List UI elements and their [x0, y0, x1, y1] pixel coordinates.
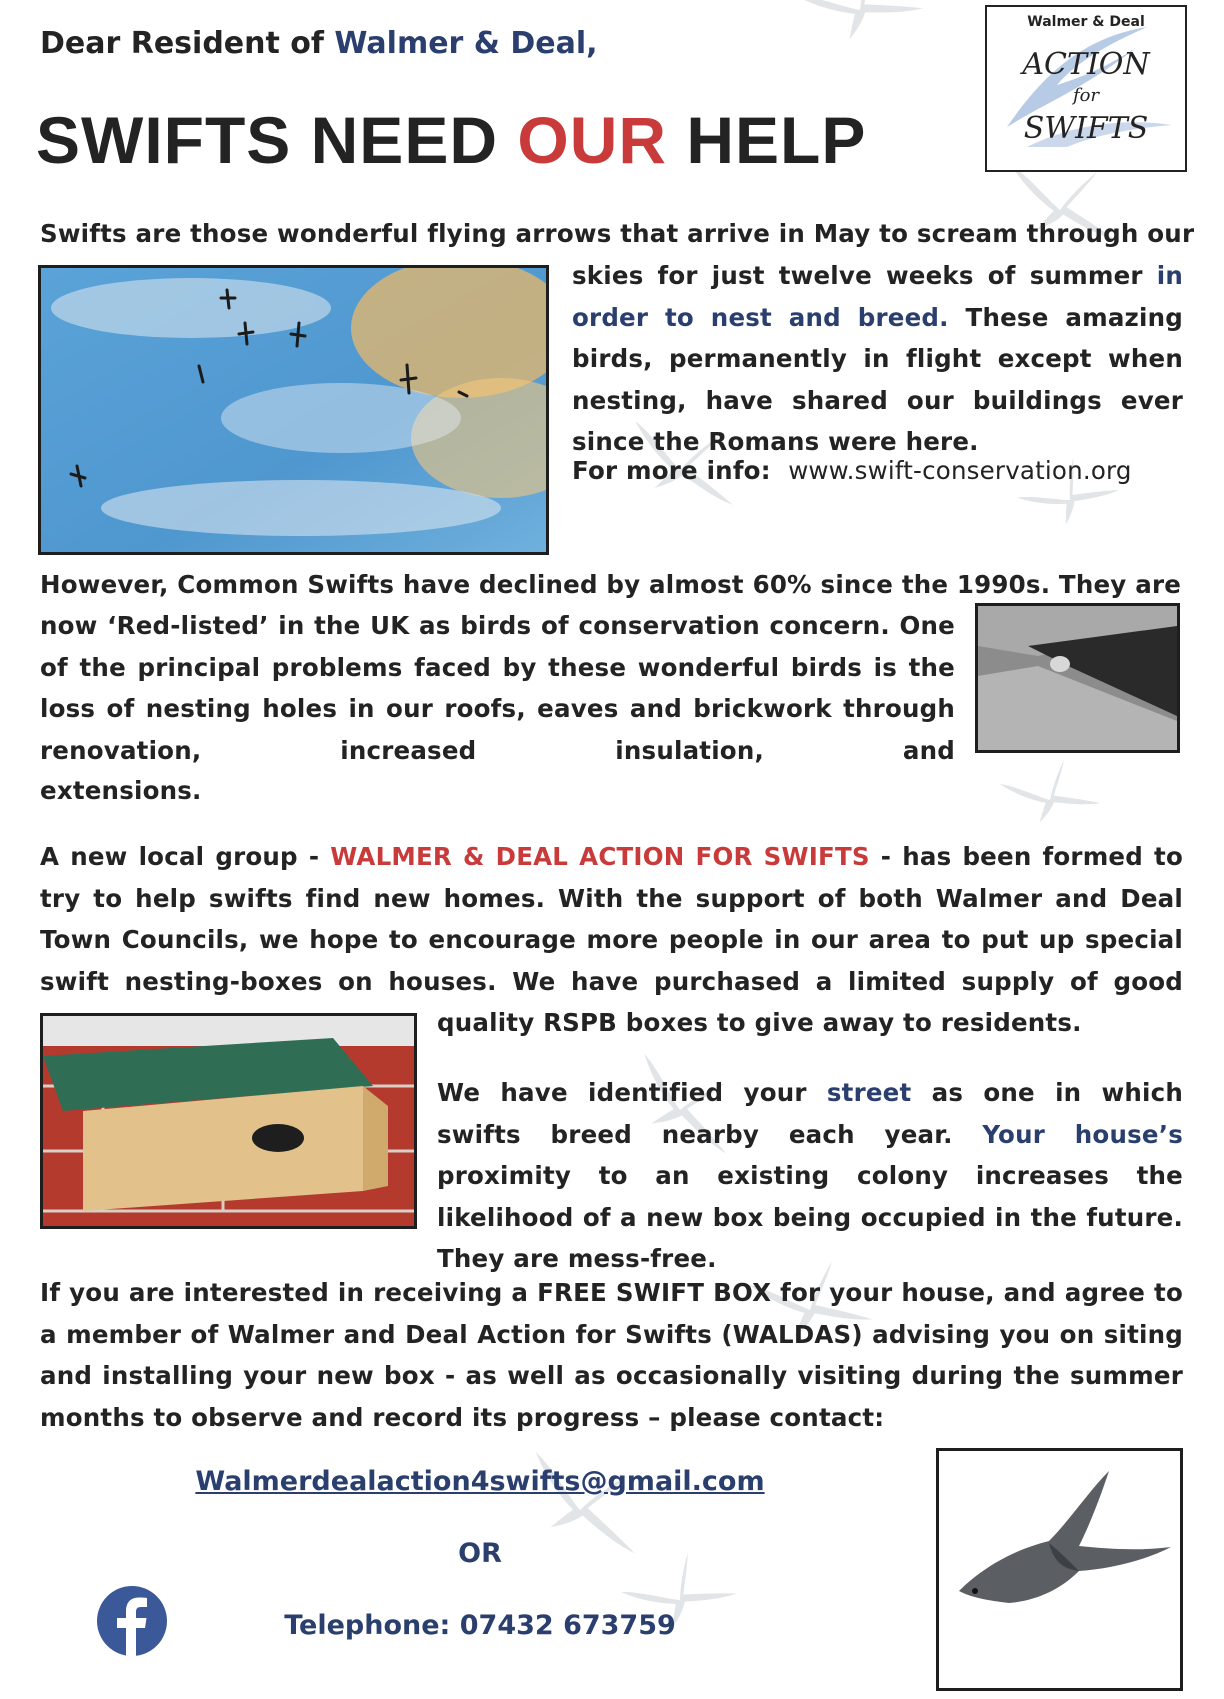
intro-paragraph: skies for just twelve weeks of summer in order to nest and breed. These amazing birds, permanently in flight except when nesting, have shared our buildings ever since the Romans were here. — [572, 261, 1183, 456]
group-name: WALMER & DEAL ACTION FOR SWIFTS — [330, 842, 870, 871]
logo-top-text: Walmer & Deal — [1027, 14, 1145, 30]
decline-first-line: However, Common Swifts have declined by almost 60% since the 1990s. They are — [40, 570, 1182, 599]
facebook-glyph — [97, 1586, 167, 1656]
more-info: For more info: www.swift-conservation.org — [572, 456, 1132, 485]
greeting-place: Walmer & Deal, — [334, 26, 598, 61]
more-info-link[interactable]: www.swift-conservation.org — [788, 456, 1132, 485]
group-paragraph: A new local group - WALMER & DEAL ACTION FOR SWIFTS - has been formed to try to help swifts find new homes. With the support of both Walmer and Deal Town Councils, we hope to encourage more people in our area to put up special swift nesting-boxes on houses. We have purchased a limited supply of good — [40, 842, 1183, 996]
telephone-link[interactable]: Telephone: 07432 673759 — [284, 1610, 676, 1641]
waldas-logo — [985, 5, 1187, 172]
group-boxes-line: quality RSPB boxes to give away to residents. — [437, 1008, 1082, 1037]
email-link[interactable]: Walmerdealaction4swifts@gmail.com — [195, 1466, 765, 1497]
greeting: Dear Resident of Walmer & Deal, — [40, 26, 598, 61]
sky-illustration — [41, 268, 546, 552]
nest-box-photo — [40, 1013, 417, 1229]
swift-illustration — [939, 1451, 1180, 1688]
headline-emphasis: OUR — [517, 103, 668, 177]
or-separator: OR — [458, 1538, 502, 1569]
street-paragraph: We have identified your street as one in which swifts breed nearby each year. Your house’s proximity to an existing colony increases the likelihood of a new box being occupied in the future. They are mess-free. — [437, 1078, 1183, 1273]
swift-in-flight-photo — [936, 1448, 1183, 1691]
facebook-icon[interactable] — [97, 1586, 167, 1656]
headline: SWIFTS NEED OUR HELP — [36, 103, 867, 177]
logo-line-action: ACTION — [1022, 47, 1150, 82]
decline-paragraph: now ‘Red-listed’ in the UK as birds of conservation concern. One of the principal problems faced by these wonderful birds is the loss of nesting holes in our roofs, eaves and brickwork through renovation, increased insulation, and — [40, 611, 955, 765]
nest-box-illustration — [43, 1016, 414, 1226]
logo-line-swifts: SWIFTS — [1023, 111, 1149, 146]
logo-line-for: for — [1072, 85, 1100, 106]
nest-illustration — [978, 606, 1177, 750]
cta-paragraph: If you are interested in receiving a FREE SWIFT BOX for your house, and agree to a member of Walmer and Deal Action for Swifts (WALDAS) advising you on siting and installing your new box - as well as occasionally visiting during the summer months to observe and record its progress – please contact: — [40, 1278, 1183, 1432]
nesting-hole-photo — [975, 603, 1180, 753]
decline-last-line: extensions. — [40, 776, 202, 805]
swifts-in-sky-photo — [38, 265, 549, 555]
intro-first-line: Swifts are those wonderful flying arrows that arrive in May to scream through our — [40, 219, 1195, 248]
